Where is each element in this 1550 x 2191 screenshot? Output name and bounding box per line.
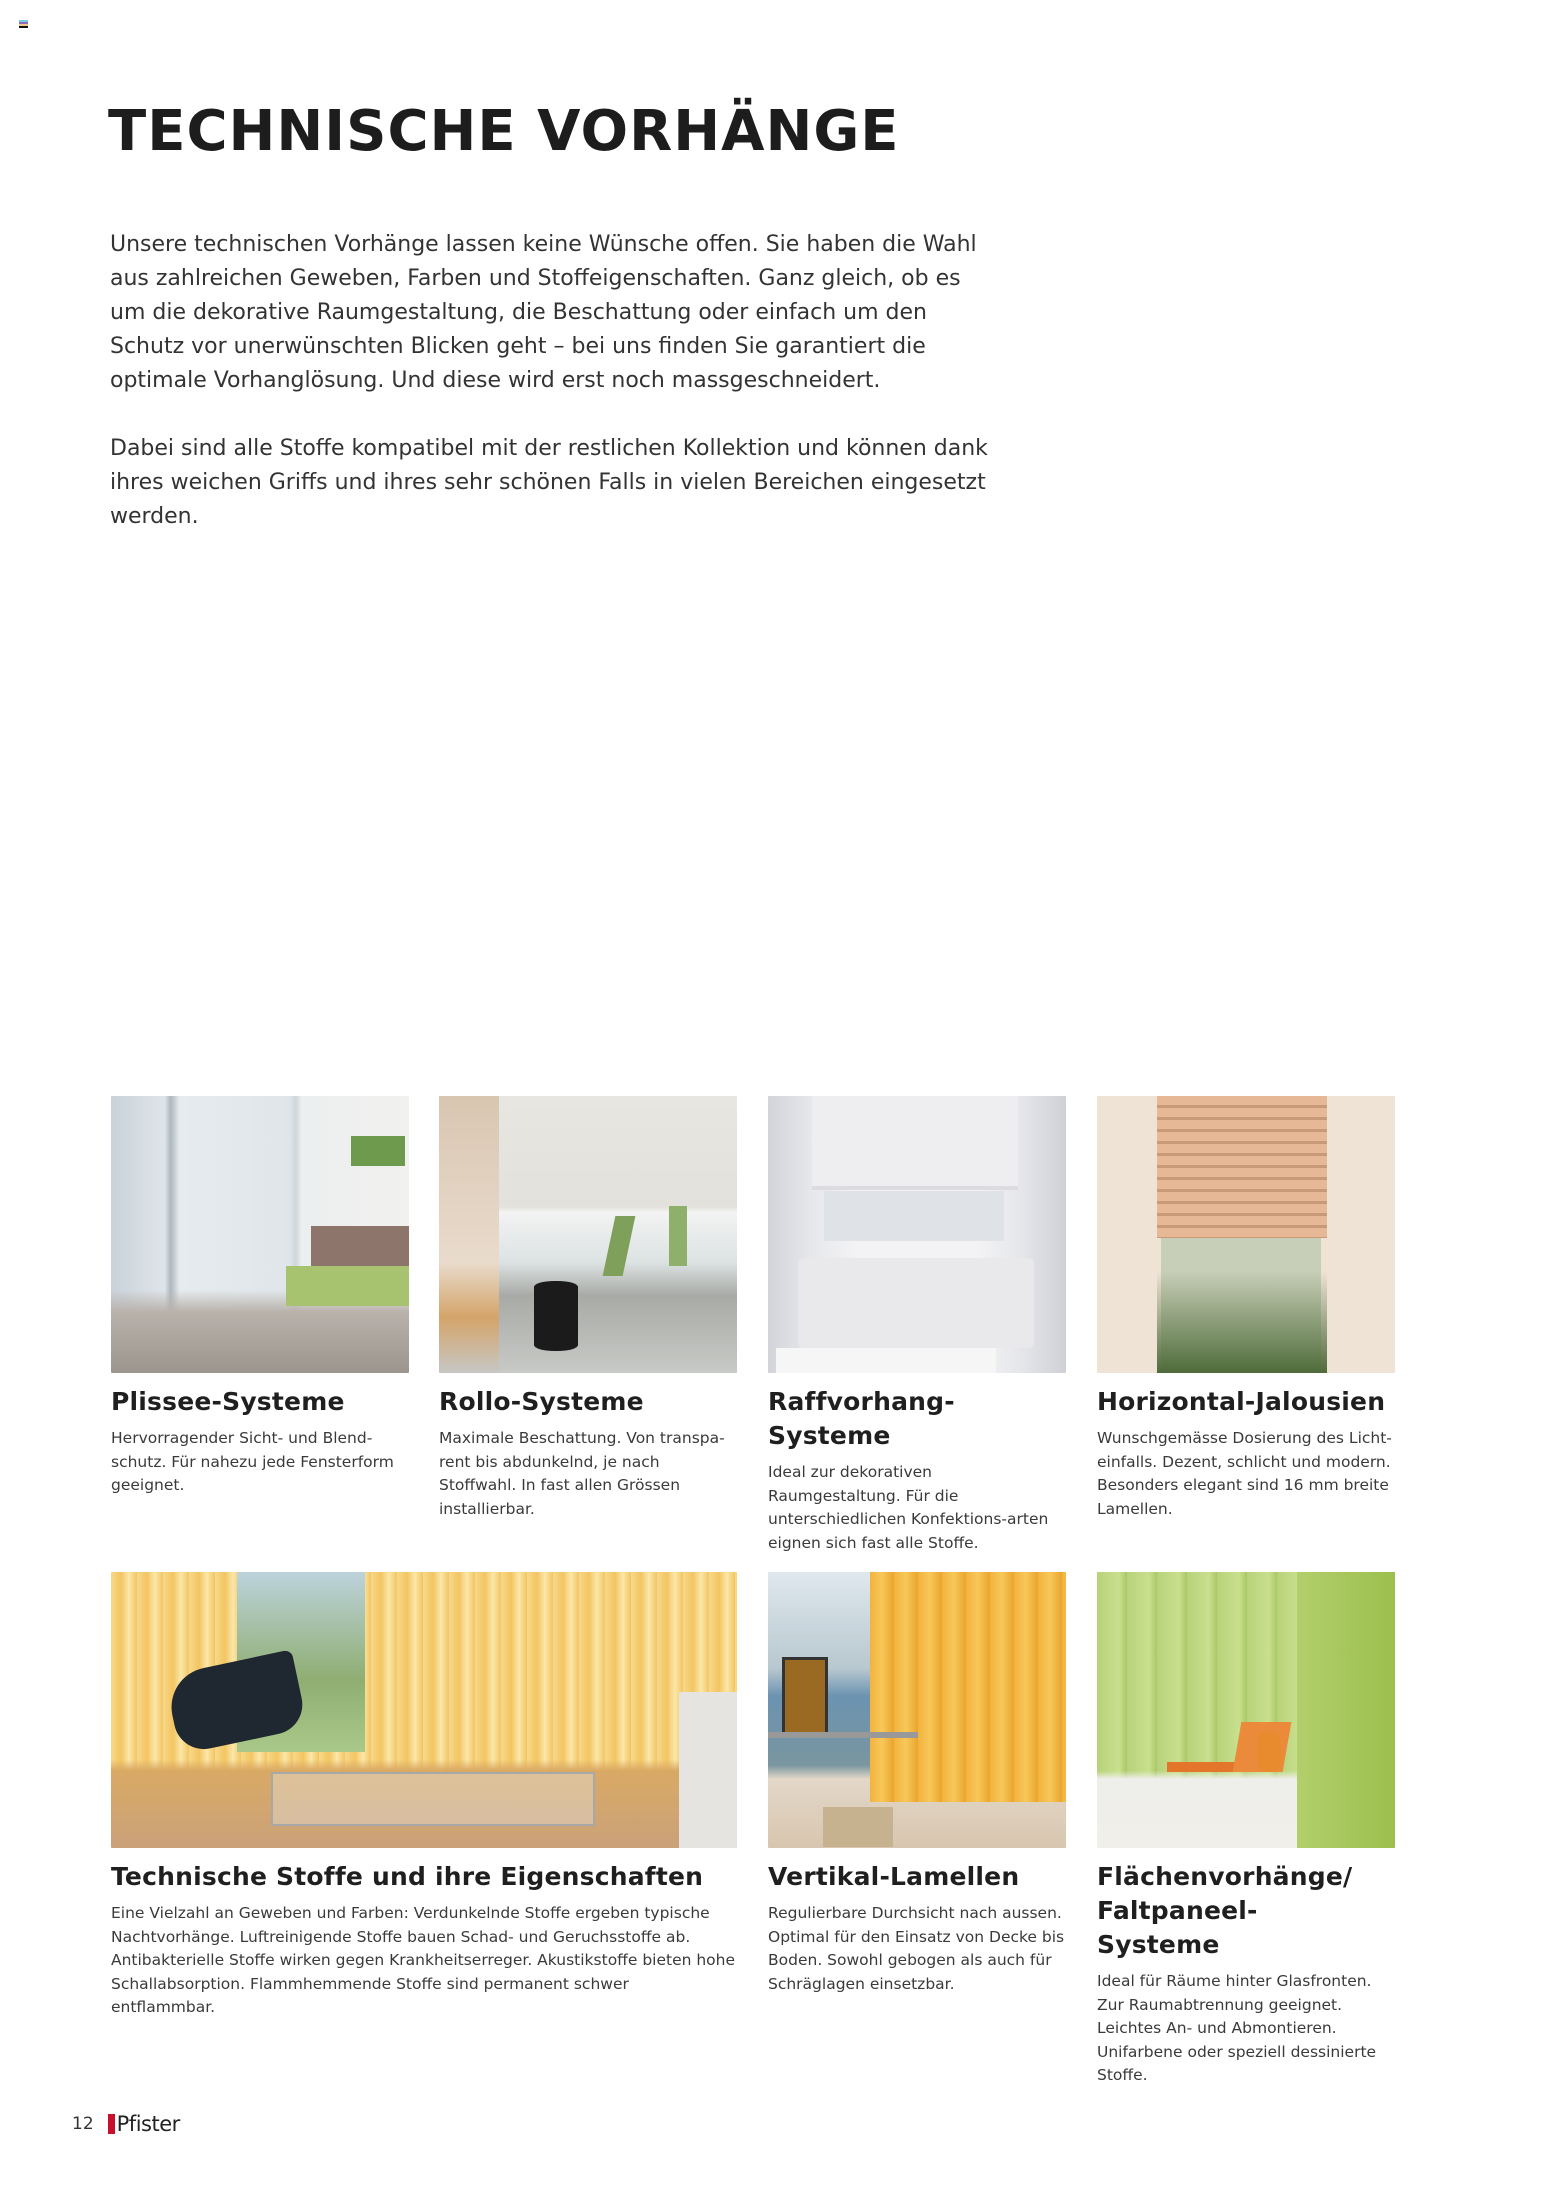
product-description: Ideal für Räume hinter Glasfronten. Zur Raumabtrennung geeignet. Leichtes An- und Abmontieren. Unifarbene oder speziell dessinierte Stoffe. — [1097, 1972, 1377, 2084]
product-title: Vertikal-Lamellen — [768, 1862, 1020, 1891]
technische-stoffe-image — [111, 1572, 737, 1848]
page-number: 12 — [72, 2114, 94, 2134]
product-description: Wunschgemässe Dosierung des Licht-einfalls. Dezent, schlicht und modern. Besonders elegant sind 16 mm breite Lamellen. — [1097, 1429, 1392, 1518]
product-title: Plissee-Systeme — [111, 1387, 345, 1416]
product-title: Rollo-Systeme — [439, 1387, 644, 1416]
brand-logo-text: Pfister — [116, 2112, 180, 2136]
pfister-logo-icon — [108, 2114, 115, 2134]
product-description: Regulierbare Durchsicht nach aussen. Optimal für den Einsatz von Decke bis Boden. Sowohl gebogen als auch für Schräglagen einsetzbar. — [768, 1904, 1065, 1993]
product-description: Hervorragender Sicht- und Blend-schutz. Für nahezu jede Fensterform geeignet. — [111, 1429, 394, 1494]
product-card-jalousien — [1097, 1096, 1395, 1521]
product-title: Technische Stoffe und ihre Eigenschaften — [111, 1862, 704, 1891]
jalousien-image — [1097, 1096, 1395, 1373]
product-title: Flächenvorhänge/ Faltpaneel-Systeme — [1097, 1862, 1353, 1959]
product-card-vertikal-lamellen — [768, 1572, 1066, 1996]
product-description: Ideal zur dekorativen Raumgestaltung. Für die unterschiedlichen Konfektions-arten eignen sich fast alle Stoffe. — [768, 1463, 1049, 1552]
page-footer — [72, 2112, 180, 2136]
intro-paragraph-2: Dabei sind alle Stoffe kompatibel mit der restlichen Kollektion und können dank ihres weichen Griffs und ihres sehr schönen Falls in vielen Bereichen eingesetzt werden. — [110, 436, 988, 529]
plissee-image — [111, 1096, 409, 1373]
vertikal-lamellen-image — [768, 1572, 1066, 1848]
product-card-technische-stoffe — [111, 1572, 737, 2020]
product-title: Horizontal-Jalousien — [1097, 1387, 1386, 1416]
flaechenvorhaenge-image — [1097, 1572, 1395, 1848]
raffvorhang-image — [768, 1096, 1066, 1373]
page-title: TECHNISCHE VORHÄNGE — [108, 99, 900, 164]
intro-text — [110, 228, 990, 568]
product-card-rollo — [439, 1096, 737, 1521]
product-description: Maximale Beschattung. Von transpa-rent bis abdunkelnd, je nach Stoffwahl. In fast allen Grössen installierbar. — [439, 1429, 725, 1518]
product-description: Eine Vielzahl an Geweben und Farben: Verdunkelnde Stoffe ergeben typische Nachtvorhänge. Luftreinigende Stoffe bauen Schad- und Geruchsstoffe ab. Antibakterielle Stoffe wirken gegen Krankheitserreger. Akustikstoffe bieten hohe Schallabsorption. Flammhemmende Stoffe sind permanent schwer entflammbar. — [111, 1904, 736, 2016]
product-card-raffvorhang — [768, 1096, 1066, 1555]
intro-paragraph-1: Unsere technischen Vorhänge lassen keine Wünsche offen. Sie haben die Wahl aus zahlreichen Geweben, Farben und Stoffeigenschaften. Ganz gleich, ob es um die dekorative Raumgestaltung, die Beschattung oder einfach um den Schutz vor unerwünschten Blicken geht – bei uns finden Sie garantiert die optimale Vorhanglösung. Und diese wird erst noch massgeschneidert. — [110, 232, 977, 393]
rollo-image — [439, 1096, 737, 1373]
color-bars-icon — [19, 20, 28, 28]
product-card-flaechenvorhaenge — [1097, 1572, 1395, 2088]
product-card-plissee — [111, 1096, 409, 1498]
product-title: Raffvorhang-Systeme — [768, 1387, 955, 1450]
